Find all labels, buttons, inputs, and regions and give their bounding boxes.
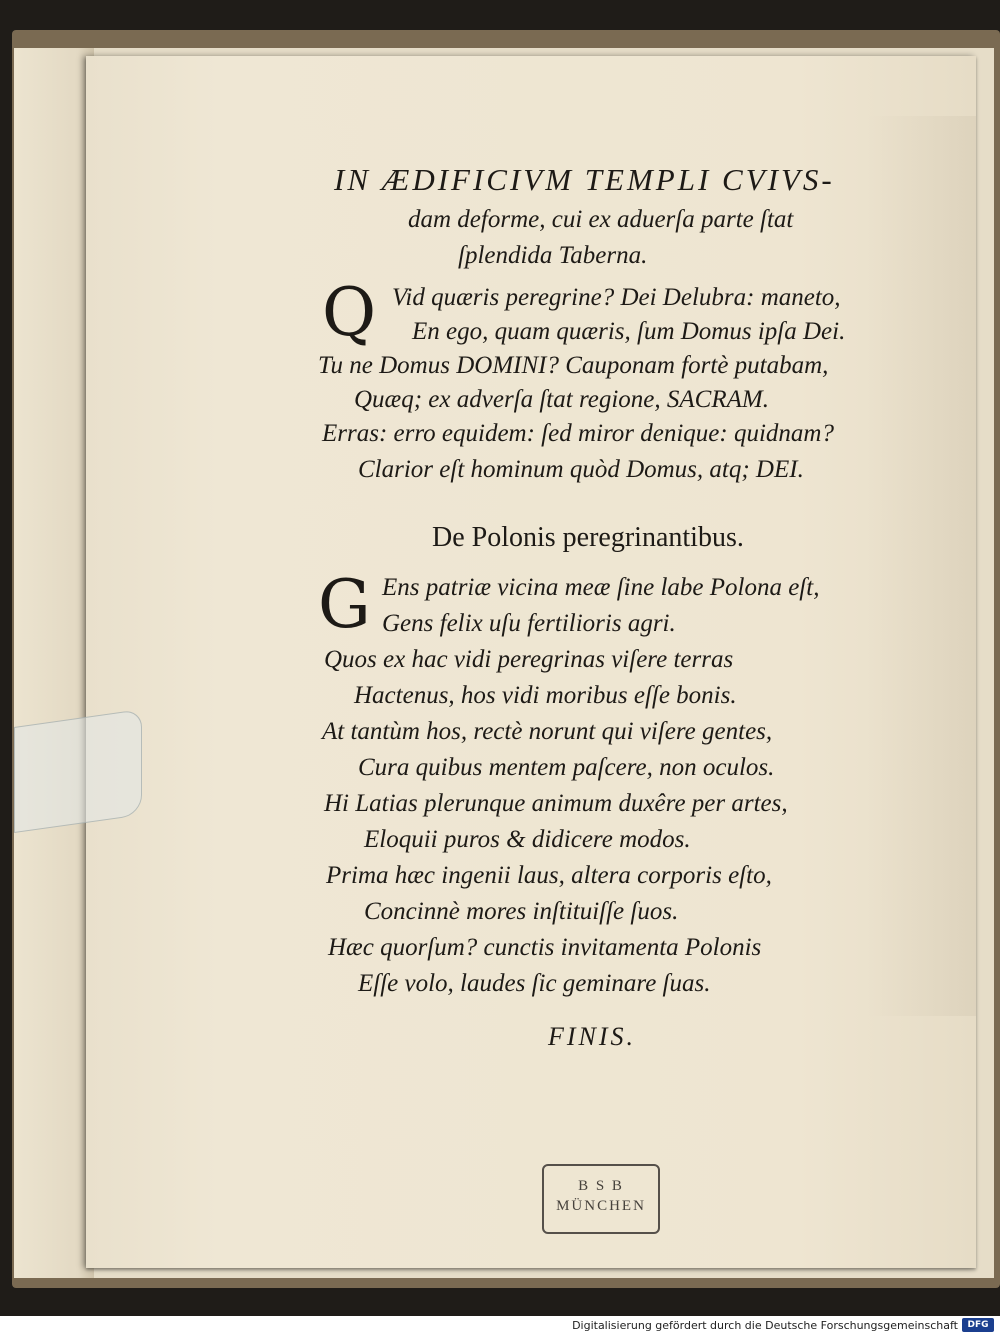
library-stamp xyxy=(542,1164,660,1234)
poem2-dropcap: G xyxy=(318,566,371,643)
poem1-title-line2: dam deforme, cui ex aduerſa parte ſtat xyxy=(408,206,794,233)
stamp-line-1: B S B xyxy=(578,1178,624,1194)
stamp-line-2: MÜNCHEN xyxy=(556,1198,646,1214)
poem1-title-line3: ſplendida Taberna. xyxy=(458,242,648,269)
poem2-line-9: Prima hæc ingenii laus, altera corporis eſto, xyxy=(326,862,772,889)
poem2-line-7: Hi Latias plerunque animum duxêre per artes, xyxy=(324,790,788,817)
footer-credit: Digitalisierung gefördert durch die Deutsche Forschungsgemeinschaft xyxy=(572,1319,958,1332)
poem1-line-2: En ego, quam quæris, ſum Domus ipſa Dei. xyxy=(412,318,846,345)
footer-bar xyxy=(0,1316,1000,1336)
transparent-page-clip xyxy=(14,709,142,833)
dfg-logo-icon: DFG xyxy=(962,1318,994,1332)
poem2-line-6: Cura quibus mentem paſcere, non oculos. xyxy=(358,754,775,781)
poem1-line-1: Vid quæris peregrine? Dei Delubra: maneto, xyxy=(392,284,841,311)
page-left-margin xyxy=(14,48,94,1278)
bleed-through-shadow xyxy=(866,116,976,1016)
poem1-dropcap: Q xyxy=(322,274,377,351)
poem1-line-5: Erras: erro equidem: ſed miror denique: quidnam? xyxy=(322,420,834,447)
poem1-line-3: Tu ne Domus DOMINI? Cauponam fortè putabam, xyxy=(318,352,829,379)
book-page xyxy=(86,56,976,1268)
poem2-line-2: Gens felix uſu fertilioris agri. xyxy=(382,610,676,637)
finis-label: FINIS. xyxy=(548,1022,637,1051)
poem2-title: De Polonis peregrinantibus. xyxy=(432,522,744,553)
poem2-line-8: Eloquii puros & didicere modos. xyxy=(364,826,691,853)
poem2-line-3: Quos ex hac vidi peregrinas viſere terras xyxy=(324,646,734,673)
poem1-title-line1: IN ÆDIFICIVM TEMPLI CVIVS- xyxy=(334,162,835,197)
poem1-line-4: Quæq; ex adverſa ſtat regione, SACRAM. xyxy=(354,386,769,413)
poem2-line-11: Hæc quorſum? cunctis invitamenta Polonis xyxy=(328,934,762,961)
poem1-line-6: Clarior eſt hominum quòd Domus, atq; DEI. xyxy=(358,456,804,483)
poem2-line-5: At tantùm hos, rectè norunt qui viſere gentes, xyxy=(322,718,773,745)
poem2-line-1: Ens patriæ vicina meæ ſine labe Polona eſt, xyxy=(382,574,820,601)
poem2-line-12: Eſſe volo, laudes ſic geminare ſuas. xyxy=(358,970,711,997)
poem2-line-10: Concinnè mores inſtituiſſe ſuos. xyxy=(364,898,679,925)
poem2-line-4: Hactenus, hos vidi moribus eſſe bonis. xyxy=(354,682,737,709)
